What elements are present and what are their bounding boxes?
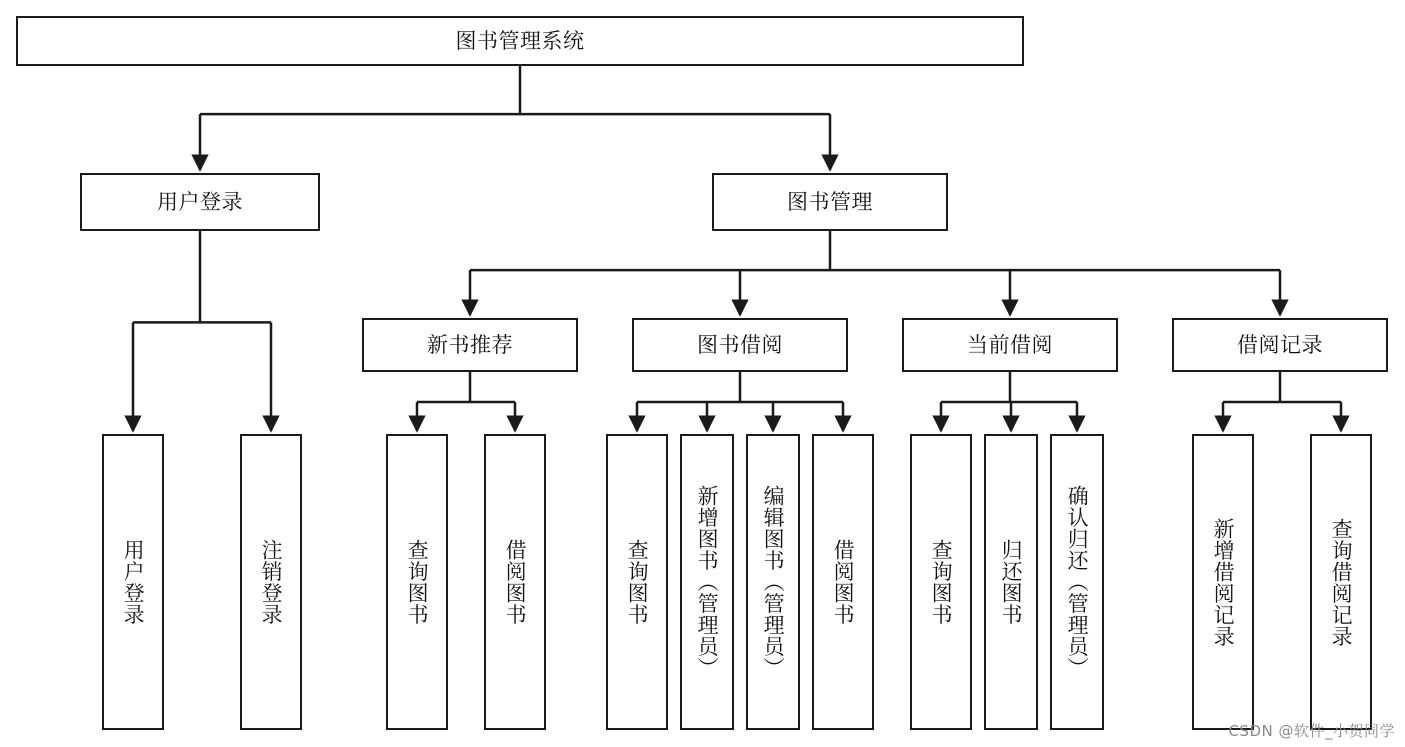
diagram-node-label: 图书管理系统 — [455, 28, 585, 53]
diagram-node-newrec — [362, 318, 578, 372]
diagram-node-label: 确认归还（管理员） — [1065, 485, 1090, 679]
diagram-node-r2 — [1310, 434, 1372, 730]
diagram-node-label: 查询借阅记录 — [1329, 517, 1354, 647]
diagram-node-root — [16, 16, 1024, 66]
diagram-node-label: 借阅图书 — [831, 539, 856, 625]
diagram-node-label: 用户登录 — [121, 539, 146, 625]
diagram-node-label: 注销登录 — [259, 539, 284, 625]
diagram-node-label: 新增图书（管理员） — [695, 485, 720, 679]
diagram-node-n1 — [386, 434, 448, 730]
watermark: CSDN @软件_小贺同学 — [1228, 722, 1395, 740]
diagram-node-login — [80, 173, 320, 231]
diagram-node-label: 查询图书 — [929, 539, 954, 625]
diagram-node-b1 — [606, 434, 668, 730]
diagram-node-l1 — [102, 434, 164, 730]
diagram-node-label: 用户登录 — [157, 189, 243, 214]
diagram-node-label: 查询图书 — [625, 539, 650, 625]
diagram-node-label: 新增借阅记录 — [1211, 517, 1236, 647]
diagram-node-records — [1172, 318, 1388, 372]
diagram-node-label: 图书借阅 — [697, 332, 783, 357]
diagram-node-label: 借阅图书 — [503, 539, 528, 625]
diagram-node-l2 — [240, 434, 302, 730]
diagram-node-borrow — [632, 318, 848, 372]
diagram-node-label: 借阅记录 — [1237, 332, 1323, 357]
diagram-node-b4 — [812, 434, 874, 730]
diagram-node-c2 — [984, 434, 1038, 730]
diagram-node-b3 — [746, 434, 800, 730]
diagram-node-current — [902, 318, 1118, 372]
diagram-node-b2 — [680, 434, 734, 730]
diagram-node-c1 — [910, 434, 972, 730]
diagram-node-label: 查询图书 — [405, 539, 430, 625]
diagram-node-c3 — [1050, 434, 1104, 730]
diagram-node-label: 新书推荐 — [427, 332, 513, 357]
diagram-node-r1 — [1192, 434, 1254, 730]
diagram-node-label: 编辑图书（管理员） — [761, 485, 786, 679]
diagram-node-bookmgmt — [712, 173, 948, 231]
diagram-node-n2 — [484, 434, 546, 730]
diagram-node-label: 归还图书 — [999, 539, 1024, 625]
diagram-node-label: 图书管理 — [787, 189, 873, 214]
diagram-node-label: 当前借阅 — [967, 332, 1053, 357]
